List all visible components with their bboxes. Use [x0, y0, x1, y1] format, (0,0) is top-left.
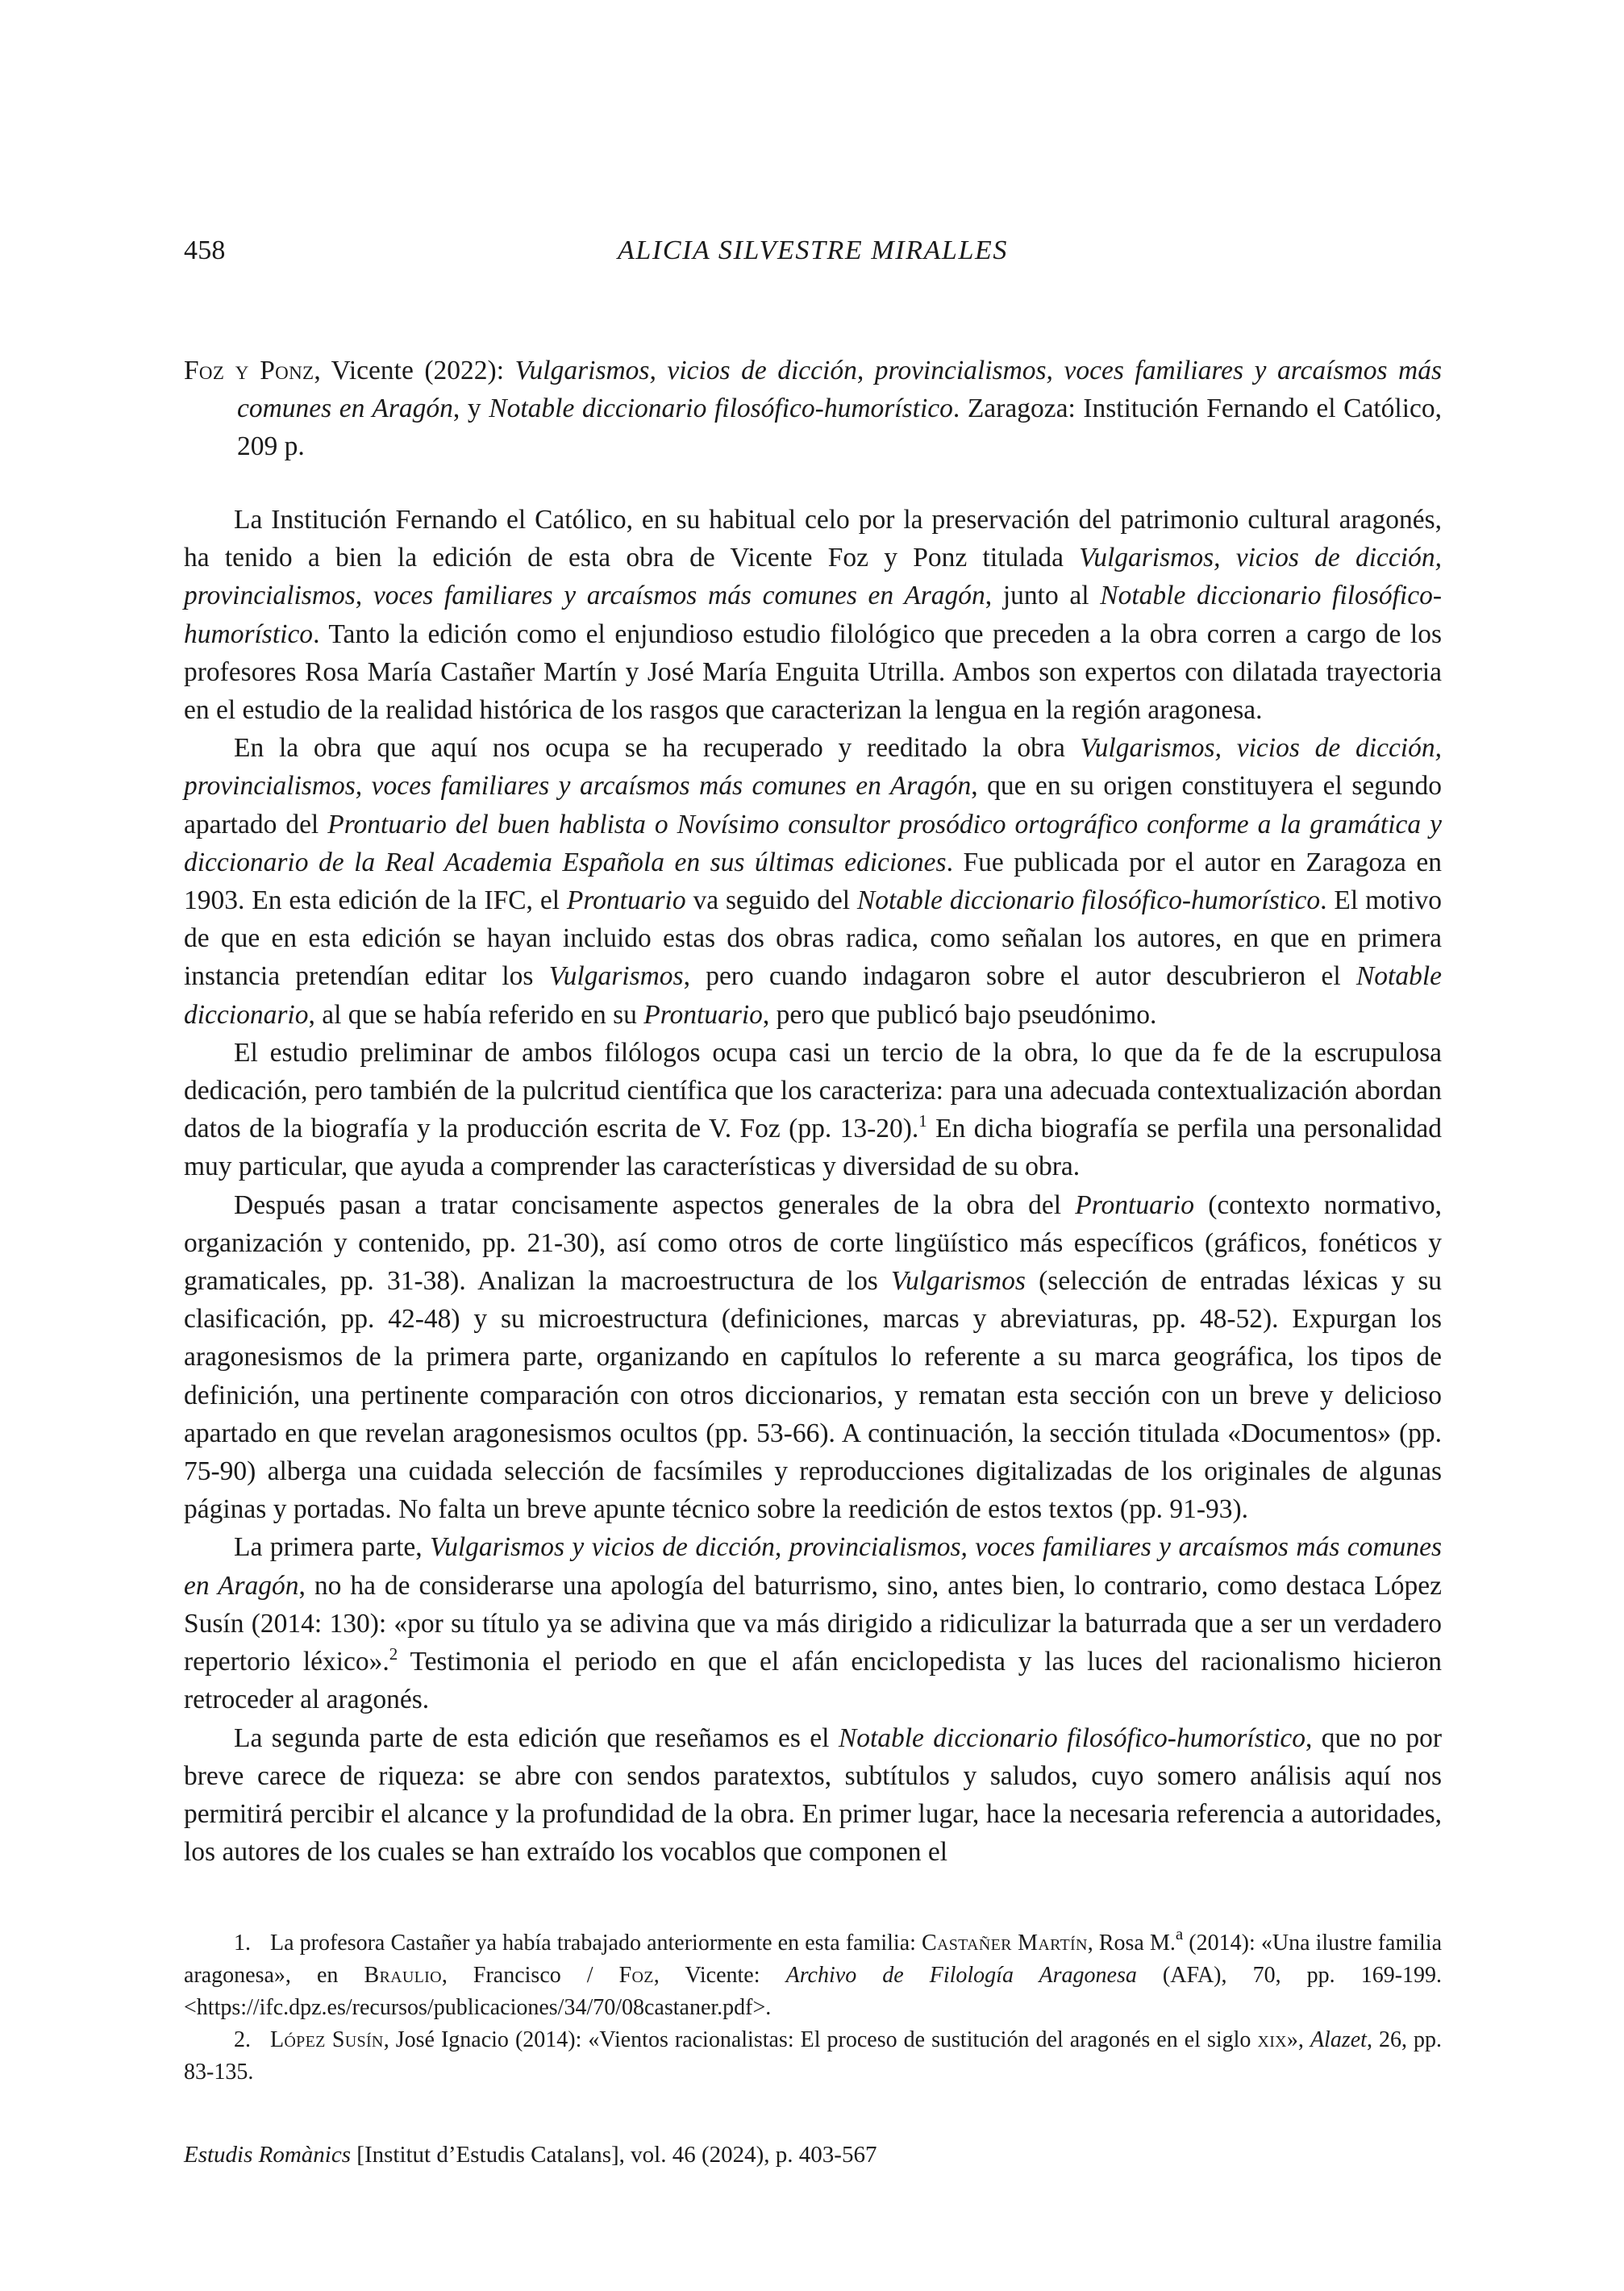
paragraph-italic-run: Prontuario	[643, 999, 763, 1030]
paragraph-text-run: La segunda parte de esta edición que reseñamos es el	[234, 1722, 839, 1753]
footnote-text-run: (2014): «Una ilustre familia aragonesa», en	[184, 1931, 1442, 1989]
paragraph-italic-run: Notable diccionario filosófico-humorístico	[838, 1722, 1305, 1753]
paragraph-text-run: . El motivo de que en esta edición se hayan incluido estas dos obras radica, como señalan los autores, en que en primera instancia pretendían editar los	[184, 885, 1442, 992]
footnote-item	[184, 1924, 1443, 2024]
paragraph-text-run: La Institución Fernando el Católico, en su habitual celo por la preservación del patrimonio cultural aragonés, ha tenido a bien la edición de esta obra de Vicente Foz y Ponz titulada	[184, 505, 1442, 573]
footnote-italic-run: Archivo de Filología Aragonesa	[785, 1963, 1137, 1989]
entry-title-connector: , y	[452, 394, 489, 423]
paragraph-text-run: Después pasan a tratar concisamente aspectos generales de la obra del	[234, 1189, 1076, 1220]
entry-author-conjunction: y	[235, 356, 249, 385]
paragraph-text-run: , no ha de considerarse una apología del baturrismo, sino, antes bien, lo contrario, como destaca López Susín (2014: 130): «por su título ya se adivina que va más dirigido a ridiculizar la baturrada que a ser un verdadero repertorio léxico».	[184, 1570, 1443, 1677]
footnote-text-run: , Francisco /	[441, 1963, 619, 1989]
footnote-italic-run: Alazet	[1310, 2027, 1367, 2053]
body-paragraph	[184, 1719, 1442, 1872]
footnote-number: 1.	[234, 1931, 262, 1956]
paragraph-text-run: . Fue publicada por el autor en Zaragoza en 1903. En esta edición de la IFC, el	[184, 847, 1442, 916]
paragraph-text-run: , que no por breve carece de riqueza: se abre con sendos paratextos, subtítulos y saludos, cuyo somero análisis aquí nos permitirá percibir el alcance y la profundidad de la obra. En primer lugar, hace la necesaria referencia a autoridades, los autores de los cuales se han extraído los vocablos que componen el	[184, 1722, 1442, 1868]
entry-author-rest: , Vicente (2022):	[314, 356, 515, 385]
paragraph-text-run: , junto al	[985, 581, 1101, 611]
paragraph-superscript-marker: 1	[918, 1111, 927, 1131]
footnote-smallcaps-run: Foz	[618, 1963, 654, 1989]
paragraph-italic-run: Vulgarismos	[548, 961, 684, 992]
paragraph-text-run: , pero que publicó bajo pseudónimo.	[762, 999, 1157, 1030]
footnote-number: 2.	[234, 2027, 262, 2053]
paragraph-text-run: La primera parte,	[234, 1532, 431, 1563]
paragraph-text-run: va seguido del	[685, 885, 857, 916]
paragraph-text-run: En la obra que aquí nos ocupa se ha recuperado y reeditado la obra	[234, 733, 1081, 764]
running-head	[184, 234, 1442, 282]
entry-author-space	[224, 356, 235, 385]
paragraph-italic-run: Prontuario del buen hablista o Novísimo consultor prosódico ortográfico conforme a la gramática y diccionario de la Real Academia Española en sus últimas ediciones	[184, 809, 1442, 877]
footnote-text-run: , Vicente:	[653, 1963, 786, 1989]
paragraph-italic-run: Prontuario	[566, 885, 686, 916]
paragraph-text-run: , al que se había referido en su	[308, 999, 644, 1030]
paragraph-text-run: . Tanto la edición como el enjundioso estudio filológico que preceden a la obra corren a cargo de los profesores Rosa María Castañer Martín y José María Enguita Utrilla. Ambos son expertos con dilatada trayectoria en el estudio de la realidad histórica de los rasgos que caracterizan la lengua en la región aragonesa.	[184, 619, 1442, 726]
entry-author-space-2	[249, 356, 260, 385]
paragraph-text-run: Testimonia el periodo en que el afán enciclopedista y las luces del racionalismo hicieron retroceder al aragonés.	[184, 1647, 1442, 1715]
paragraph-italic-run: Vulgarismos, vicios de dicción, provincialismos, voces familiares y arcaísmos más comunes en Aragón	[184, 733, 1442, 802]
paragraph-italic-run: Notable diccionario filosófico-humorístico	[184, 581, 1443, 649]
paragraph-text-run: , que en su origen constituyera el segundo apartado del	[184, 771, 1442, 839]
footnote-text-run: , José Ignacio (2014): «Vientos racionalistas: El proceso de sustitución del aragonés en el siglo	[383, 2027, 1258, 2053]
bibliographic-entry	[184, 352, 1442, 465]
entry-title-secondary: Notable diccionario filosófico-humorístico	[489, 394, 953, 423]
footnotes-section	[184, 1924, 1443, 2089]
footer-citation-detail: [Institut d’Estudis Catalans], vol. 46 (2024), p. 403-567	[351, 2142, 877, 2168]
running-head-title: ALICIA SILVESTRE MIRALLES	[618, 235, 1008, 265]
footnote-text-run: La profesora Castañer ya había trabajado anteriormente en esta familia:	[270, 1931, 922, 1956]
footnote-text-run: , 26, pp. 83-135.	[184, 2027, 1443, 2085]
footnote-smallcaps-run: Braulio	[364, 1963, 442, 1989]
page-number: 458	[184, 235, 226, 265]
paragraph-italic-run: Vulgarismos	[890, 1266, 1026, 1297]
footnote-smallcaps-run: xix	[1257, 2027, 1287, 2053]
footnote-item	[184, 2024, 1442, 2089]
footnote-text-run: (AFA), 70, pp. 169-199. <https://ifc.dpz.es/recursos/publicaciones/34/70/08castaner.pdf>.	[184, 1963, 1443, 2021]
page-content	[184, 0, 1442, 2171]
paragraph-superscript-marker: 2	[389, 1644, 398, 1664]
paragraph-italic-run: Notable diccionario filosófico-humorístico	[856, 885, 1321, 916]
footnote-superscript-marker: a	[1175, 1924, 1184, 1944]
body-paragraph	[184, 729, 1442, 1034]
paragraph-italic-run: Prontuario	[1075, 1189, 1194, 1220]
paragraph-text-run: , pero cuando indagaron sobre el autor descubrieron el	[683, 961, 1356, 992]
entry-title-primary: Vulgarismos, vicios de dicción, provincialismos, voces familiares y arcaísmos más comunes en Aragón	[237, 356, 1443, 423]
entry-author-second: Ponz	[260, 356, 314, 385]
paragraph-italic-run: Vulgarismos y vicios de dicción, provincialismos, voces familiares y arcaísmos más comunes en Aragón	[184, 1532, 1442, 1601]
paragraph-italic-run: Vulgarismos, vicios de dicción, provincialismos, voces familiares y arcaísmos más comunes en Aragón	[184, 543, 1442, 611]
paragraph-text-run: El estudio preliminar de ambos filólogos ocupa casi un tercio de la obra, lo que da fe de la escrupulosa dedicación, pero también de la pulcritud científica que los caracteriza: para una adecuada contextualización abordan datos de la biografía y la producción escrita de V. Foz (pp. 13-20).	[184, 1037, 1442, 1144]
footnote-smallcaps-run: Castañer Martín	[922, 1931, 1088, 1956]
body-paragraph	[184, 1528, 1442, 1718]
body-text	[184, 501, 1442, 1871]
entry-author-first: Foz	[184, 356, 225, 385]
footnote-smallcaps-run: López Susín	[270, 2027, 384, 2053]
footnote-text-run: »,	[1286, 2027, 1310, 2053]
body-paragraph	[184, 501, 1442, 729]
paragraph-text-run: En dicha biografía se perfila una personalidad muy particular, que ayuda a comprender las características y diversidad de su obra.	[184, 1114, 1442, 1182]
footnote-text-run: , Rosa M.	[1087, 1931, 1176, 1956]
entry-imprint: . Zaragoza: Institución Fernando el Católico, 209 p.	[237, 394, 1442, 461]
paragraph-text-run: (contexto normativo, organización y contenido, pp. 21-30), así como otros de corte lingüístico más específicos (gráficos, fonéticos y gramaticales, pp. 31-38). Analizan la macroestructura de los	[184, 1189, 1442, 1297]
paragraph-italic-run: Notable diccionario	[184, 961, 1442, 1030]
page-footer	[184, 2139, 1442, 2171]
body-paragraph	[184, 1034, 1442, 1186]
body-paragraph	[184, 1186, 1442, 1529]
paragraph-text-run: (selección de entradas léxicas y su clasificación, pp. 42-48) y su microestructura (definiciones, marcas y abreviaturas, pp. 48-52). Expurgan los aragonesismos de la primera parte, organizando en capítulos lo referente a su marca geográfica, los tipos de definición, una pertinente comparación con otros diccionarios, y rematan esta sección con un breve y delicioso apartado en que revelan aragonesismos ocultos (pp. 53-66). A continuación, la sección titulada «Documentos» (pp. 75-90) alberga una cuidada selección de facsímiles y reproducciones digitalizadas de los originales de algunas páginas y portadas. No falta un breve apunte técnico sobre la reedición de estos textos (pp. 91-93).	[184, 1266, 1442, 1525]
footer-journal-title: Estudis Romànics	[184, 2142, 352, 2168]
